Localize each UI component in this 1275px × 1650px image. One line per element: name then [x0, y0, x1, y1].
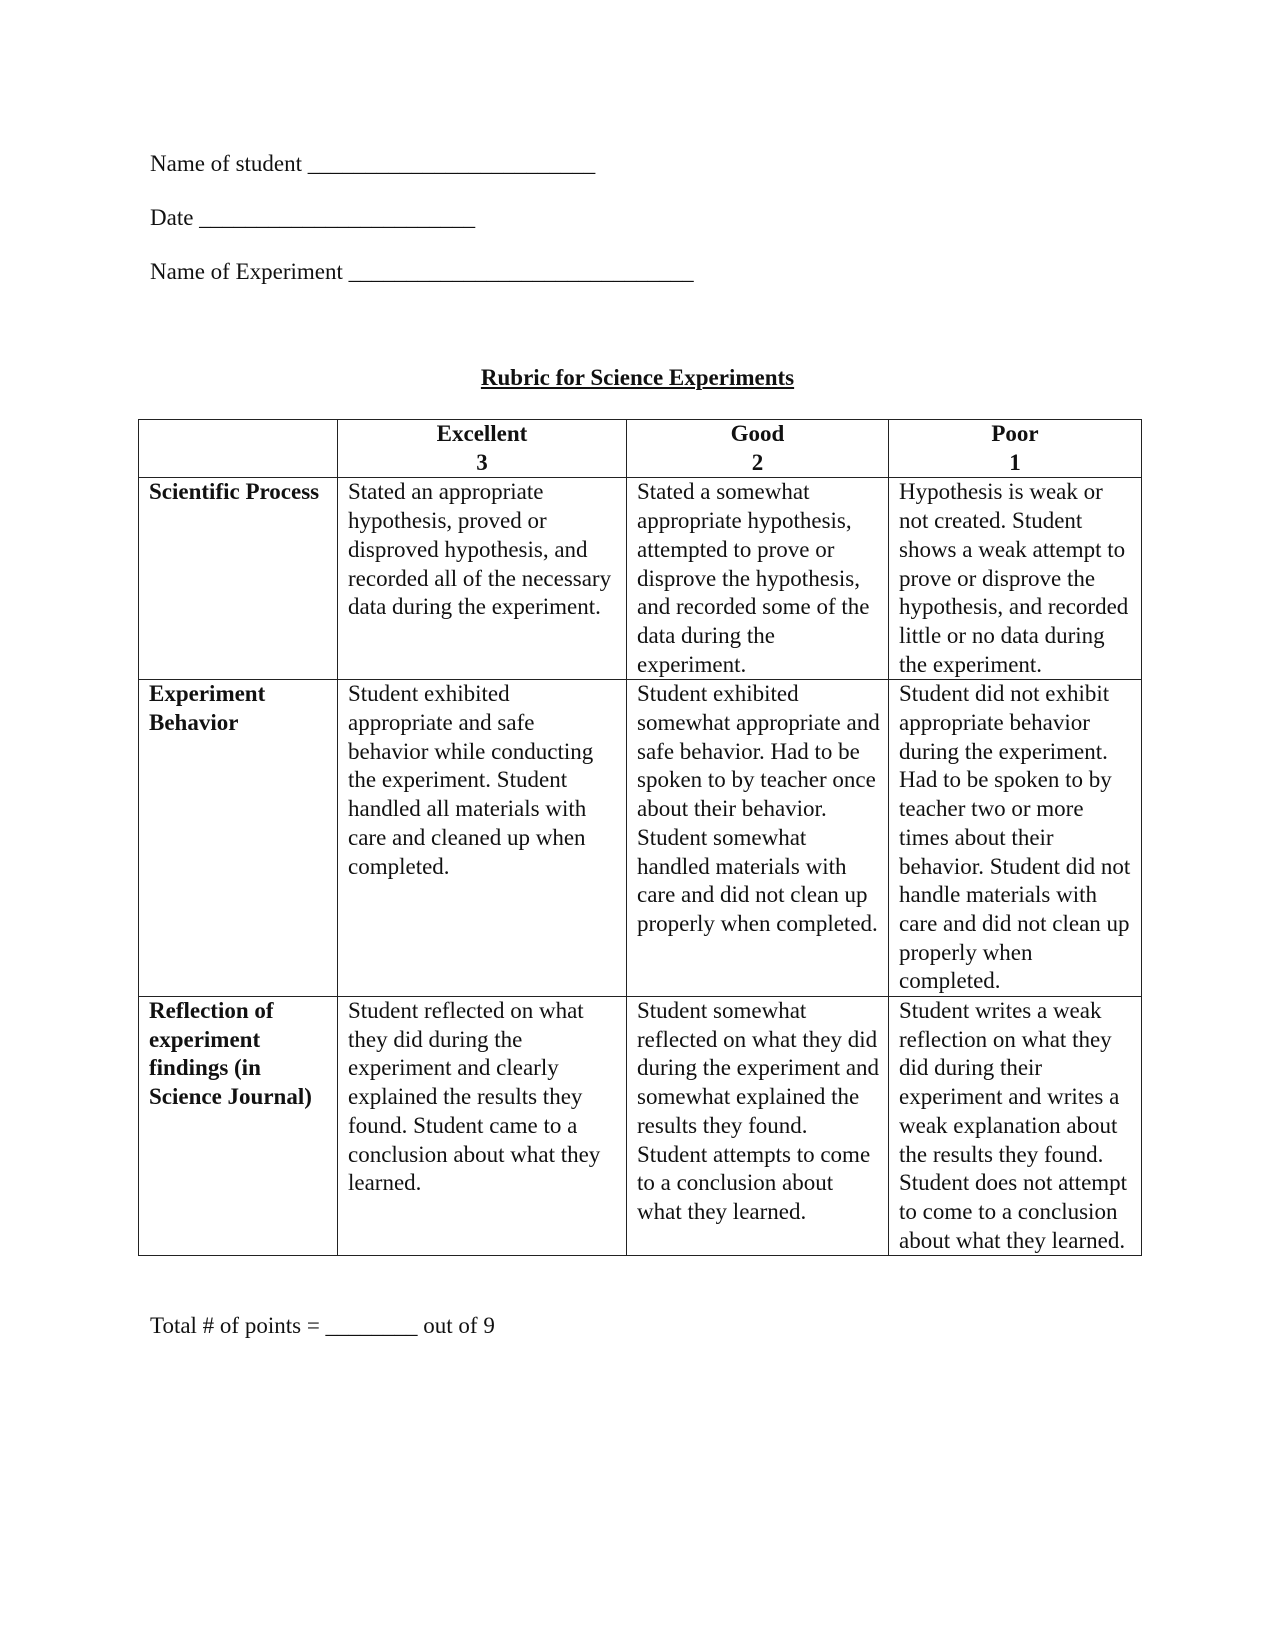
- criterion-experiment-behavior: Experiment Behavior: [139, 680, 338, 997]
- student-name-field[interactable]: Name of student _________________________: [150, 151, 596, 176]
- rubric-cell: Student exhibited somewhat appropriate and safe behavior. Had to be spoken to by teacher once about their behavior. Student somewhat handled materials with care and did not clean up properly when completed.: [627, 680, 889, 997]
- rubric-cell: Student reflected on what they did during the experiment and clearly explained the results they found. Student came to a conclusion about what they learned.: [338, 997, 627, 1256]
- criteria-header-cell: [139, 420, 338, 478]
- rubric-cell: Stated a somewhat appropriate hypothesis, attempted to prove or disprove the hypothesis, and recorded some of the data during the experiment.: [627, 478, 889, 680]
- level-header-excellent: [338, 420, 627, 478]
- level-label: Good: [730, 421, 785, 446]
- criterion-reflection: Reflection of experiment findings (in Science Journal): [139, 997, 338, 1256]
- rubric-title: Rubric for Science Experiments: [480, 365, 795, 390]
- table-header-row: [139, 420, 1142, 478]
- rubric-cell: Stated an appropriate hypothesis, proved or disproved hypothesis, and recorded all of the necessary data during the experiment.: [338, 478, 627, 680]
- level-header-poor: [889, 420, 1142, 478]
- level-header-good: [627, 420, 889, 478]
- level-label: Poor: [991, 421, 1039, 446]
- criterion-scientific-process: Scientific Process: [139, 478, 338, 680]
- rubric-cell: Hypothesis is weak or not created. Student shows a weak attempt to prove or disprove the hypothesis, and recorded little or no data during the experiment.: [889, 478, 1142, 680]
- level-points: 1: [1009, 449, 1021, 475]
- rubric-table: [138, 419, 1142, 1256]
- rubric-cell: Student writes a weak reflection on what they did during their experiment and writes a weak explanation about the results they found. Student does not attempt to come to a conclusion about what they learned.: [889, 997, 1142, 1256]
- rubric-cell: Student somewhat reflected on what they did during the experiment and somewhat explained the results they found. Student attempts to come to a conclusion about what they learned.: [627, 997, 889, 1256]
- total-points-field[interactable]: Total # of points = ________ out of 9: [150, 1313, 495, 1338]
- table-row: [139, 478, 1142, 680]
- rubric-cell: Student did not exhibit appropriate behavior during the experiment. Had to be spoken to by teacher two or more times about their behavior. Student did not handle materials with care and did not clean up properly when completed.: [889, 680, 1142, 997]
- table-row: [139, 997, 1142, 1256]
- level-label: Excellent: [436, 421, 528, 446]
- level-points: 3: [476, 449, 488, 475]
- date-field[interactable]: Date ________________________: [150, 205, 476, 230]
- experiment-name-field[interactable]: Name of Experiment ______________________________: [150, 259, 694, 284]
- rubric-cell: Student exhibited appropriate and safe behavior while conducting the experiment. Student handled all materials with care and cleaned up when completed.: [338, 680, 627, 997]
- table-row: [139, 680, 1142, 997]
- level-points: 2: [751, 449, 764, 475]
